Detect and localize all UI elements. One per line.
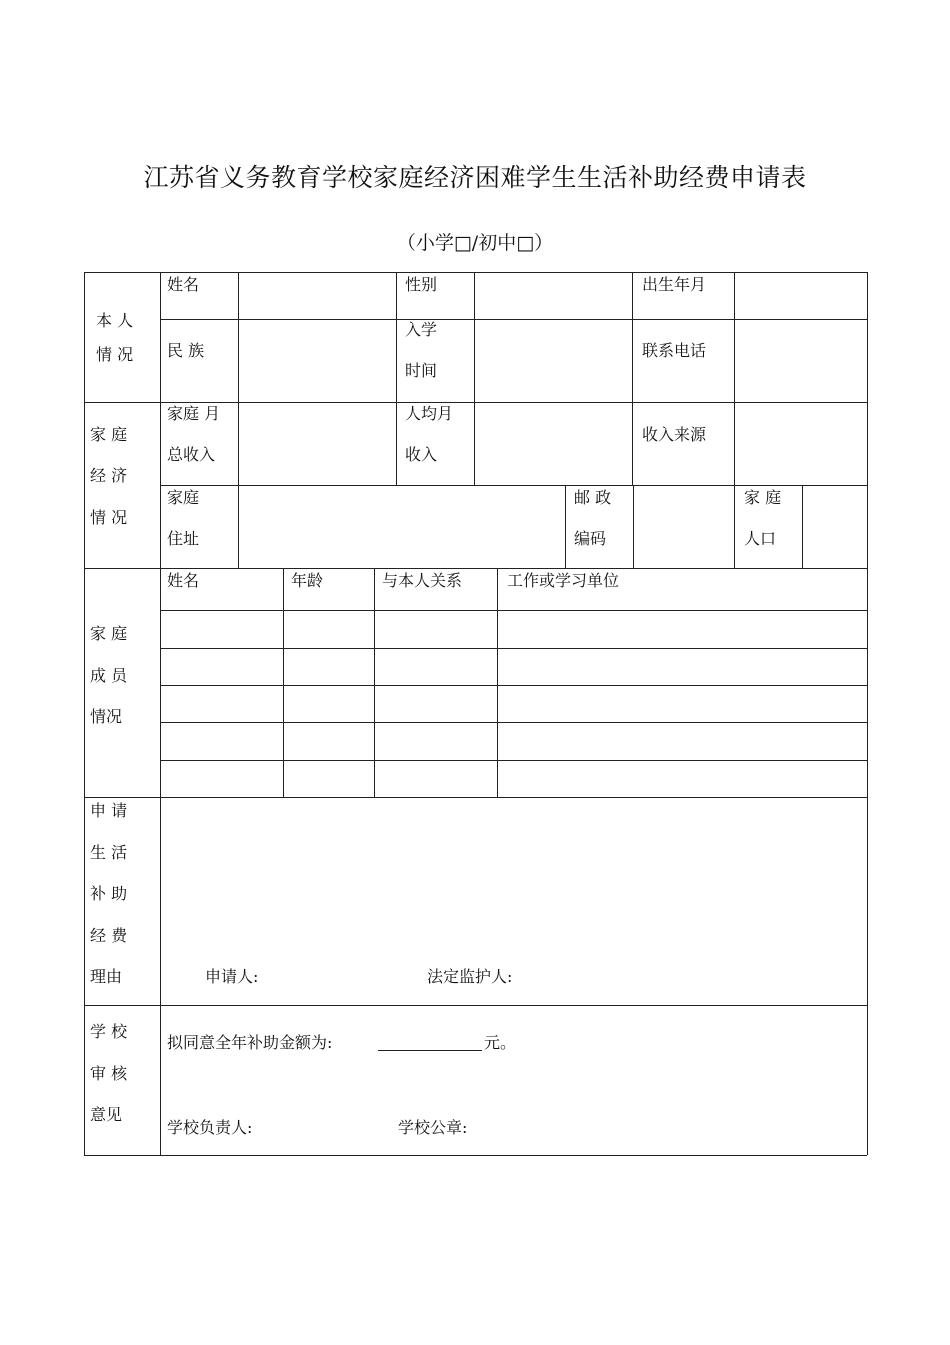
personal-col-2 <box>396 272 397 402</box>
principal-label: 学校负责人: <box>167 1118 253 1137</box>
reason-section-label-2: 生 活 <box>90 843 128 862</box>
ethnicity-label: 民 族 <box>167 341 205 360</box>
enrollment-label: 入学 <box>405 320 438 339</box>
gender-label: 性别 <box>405 275 438 294</box>
guardian-label: 法定监护人: <box>427 967 513 986</box>
members-row-3 <box>160 685 867 686</box>
table-border-right <box>867 272 868 1155</box>
reason-textarea[interactable] <box>162 800 865 960</box>
members-header-name: 姓名 <box>167 571 200 590</box>
per-capita-income-label-2: 收入 <box>405 445 438 464</box>
economic-col-5 <box>734 402 735 568</box>
ethnicity-field[interactable] <box>240 321 394 400</box>
members-header-workplace: 工作或学习单位 <box>507 571 620 590</box>
income-source-field[interactable] <box>736 404 865 483</box>
personal-col-4 <box>632 272 633 402</box>
family-income-label: 家庭 月 <box>167 404 221 423</box>
approved-amount-field[interactable] <box>378 1030 482 1051</box>
economic-col-2 <box>396 402 397 485</box>
amount-unit: 元。 <box>484 1033 517 1052</box>
phone-field[interactable] <box>736 321 865 400</box>
economic-col-household-right <box>802 485 803 568</box>
members-row-2 <box>160 648 867 649</box>
address-label: 家庭 <box>167 488 200 507</box>
personal-col-3 <box>474 272 475 402</box>
personal-col-1 <box>238 272 239 402</box>
divider-reason-review <box>84 1005 867 1006</box>
household-size-field[interactable] <box>804 487 865 566</box>
economic-col-1 <box>238 402 239 568</box>
household-size-label: 家 庭 <box>744 488 782 507</box>
members-section-label-2: 成 员 <box>90 666 128 685</box>
family-income-field[interactable] <box>240 404 394 483</box>
economic-col-3 <box>474 402 475 485</box>
name-label: 姓名 <box>167 275 200 294</box>
school-seal-label: 学校公章: <box>398 1118 468 1137</box>
table-border-top <box>84 272 867 273</box>
members-header-relation: 与本人关系 <box>382 571 463 590</box>
section-column-divider <box>160 272 161 1155</box>
economic-section-label-3: 情 况 <box>90 508 128 527</box>
economic-col-postal-right <box>633 485 634 568</box>
phone-label: 联系电话 <box>642 341 707 360</box>
approved-amount-underline <box>378 1050 482 1051</box>
birth-date-label: 出生年月 <box>642 275 707 294</box>
personal-section-label: 本 人 <box>96 311 134 330</box>
postal-code-label: 邮 政 <box>574 488 612 507</box>
review-section-label-2: 审 核 <box>90 1064 128 1083</box>
economic-col-4 <box>632 402 633 485</box>
gender-field[interactable] <box>476 274 630 317</box>
address-field[interactable] <box>240 487 563 566</box>
address-label-2: 住址 <box>167 529 200 548</box>
personal-section-label-2: 情 况 <box>96 345 134 364</box>
review-section-label: 学 校 <box>90 1022 128 1041</box>
review-section-label-3: 意见 <box>90 1105 123 1124</box>
divider-personal-economic <box>84 402 867 403</box>
members-col-3 <box>497 568 498 797</box>
enrollment-field[interactable] <box>476 321 630 400</box>
members-col-2 <box>374 568 375 797</box>
approved-amount-label: 拟同意全年补助金额为: <box>167 1033 333 1052</box>
table-border-bottom <box>84 1155 867 1156</box>
form-title: 江苏省义务教育学校家庭经济困难学生生活补助经费申请表 <box>143 163 807 192</box>
members-col-1 <box>283 568 284 797</box>
economic-section-label-2: 经 济 <box>90 466 128 485</box>
reason-section-label: 申 请 <box>90 801 128 820</box>
school-level-subtitle: （小学□/初中□） <box>396 232 554 254</box>
divider-economic-members <box>84 568 867 569</box>
postal-code-label-2: 编码 <box>574 529 607 548</box>
enrollment-label-2: 时间 <box>405 361 438 380</box>
economic-section-label: 家 庭 <box>90 425 128 444</box>
reason-section-label-5: 理由 <box>90 967 123 986</box>
members-section-label-3: 情况 <box>90 707 123 726</box>
household-size-label-2: 人口 <box>744 529 777 548</box>
members-row-4 <box>160 722 867 723</box>
members-row-5 <box>160 760 867 761</box>
name-field[interactable] <box>240 274 394 317</box>
per-capita-income-label: 人均月 <box>405 404 454 423</box>
birth-date-field[interactable] <box>736 274 865 317</box>
personal-row-divider <box>160 319 867 320</box>
economic-col-postal-left <box>565 485 566 568</box>
reason-section-label-4: 经 费 <box>90 926 128 945</box>
economic-row-divider <box>160 485 867 486</box>
reason-section-label-3: 补 助 <box>90 884 128 903</box>
members-row-1 <box>160 610 867 611</box>
postal-code-field[interactable] <box>635 487 732 566</box>
members-header-age: 年龄 <box>291 571 324 590</box>
income-source-label: 收入来源 <box>642 425 707 444</box>
family-income-label-2: 总收入 <box>167 445 216 464</box>
personal-col-5 <box>734 272 735 402</box>
divider-members-reason <box>84 797 867 798</box>
per-capita-income-field[interactable] <box>476 404 630 483</box>
members-section-label: 家 庭 <box>90 624 128 643</box>
applicant-label: 申请人: <box>205 967 259 986</box>
table-border-left <box>84 272 85 1155</box>
